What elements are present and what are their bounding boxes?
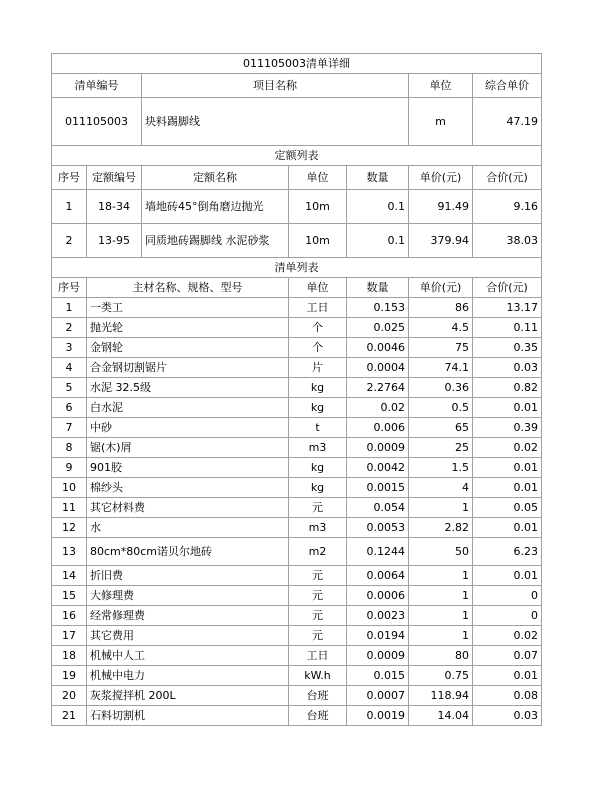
material-total: 0.03 bbox=[473, 358, 542, 378]
material-total: 0.01 bbox=[473, 666, 542, 686]
quota-col-price: 单价(元) bbox=[409, 166, 473, 190]
material-unit: kg bbox=[289, 398, 347, 418]
material-unit: 个 bbox=[289, 338, 347, 358]
material-total: 0 bbox=[473, 606, 542, 626]
material-unit: 台班 bbox=[289, 706, 347, 726]
bill-name: 块料踢脚线 bbox=[142, 98, 409, 146]
material-name: 石料切割机 bbox=[87, 706, 289, 726]
material-no: 19 bbox=[52, 666, 87, 686]
material-col-total: 合价(元) bbox=[473, 278, 542, 298]
material-row bbox=[52, 358, 542, 378]
name-header: 项目名称 bbox=[142, 74, 409, 98]
quota-col-qty: 数量 bbox=[347, 166, 409, 190]
material-price: 14.04 bbox=[409, 706, 473, 726]
material-qty: 0.1244 bbox=[347, 538, 409, 566]
material-row bbox=[52, 518, 542, 538]
material-price: 118.94 bbox=[409, 686, 473, 706]
material-row bbox=[52, 438, 542, 458]
material-name: 水 bbox=[87, 518, 289, 538]
material-unit: kg bbox=[289, 378, 347, 398]
material-total: 6.23 bbox=[473, 538, 542, 566]
quota-qty: 0.1 bbox=[347, 190, 409, 224]
title-row bbox=[52, 54, 542, 74]
material-total: 0 bbox=[473, 586, 542, 606]
material-row bbox=[52, 538, 542, 566]
material-name: 合金钢切割锯片 bbox=[87, 358, 289, 378]
material-col-name: 主材名称、规格、型号 bbox=[87, 278, 289, 298]
material-price: 65 bbox=[409, 418, 473, 438]
material-no: 9 bbox=[52, 458, 87, 478]
quota-code: 18-34 bbox=[87, 190, 142, 224]
quota-col-name: 定额名称 bbox=[142, 166, 289, 190]
material-row bbox=[52, 318, 542, 338]
material-no: 4 bbox=[52, 358, 87, 378]
quota-column-header-row bbox=[52, 166, 542, 190]
quota-name: 墙地砖45°倒角磨边抛光 bbox=[142, 190, 289, 224]
material-name: 其它材料费 bbox=[87, 498, 289, 518]
material-price: 4.5 bbox=[409, 318, 473, 338]
material-row bbox=[52, 566, 542, 586]
material-unit: 片 bbox=[289, 358, 347, 378]
material-name: 棉纱头 bbox=[87, 478, 289, 498]
material-total: 0.02 bbox=[473, 438, 542, 458]
material-row bbox=[52, 686, 542, 706]
quota-no: 1 bbox=[52, 190, 87, 224]
material-col-unit: 单位 bbox=[289, 278, 347, 298]
quota-col-unit: 单位 bbox=[289, 166, 347, 190]
material-qty: 0.0009 bbox=[347, 438, 409, 458]
material-total: 0.35 bbox=[473, 338, 542, 358]
material-price: 0.5 bbox=[409, 398, 473, 418]
material-unit: 工日 bbox=[289, 646, 347, 666]
material-unit: 元 bbox=[289, 626, 347, 646]
code-header: 清单编号 bbox=[52, 74, 142, 98]
quota-unit: 10m bbox=[289, 224, 347, 258]
material-no: 3 bbox=[52, 338, 87, 358]
material-price: 4 bbox=[409, 478, 473, 498]
quota-no: 2 bbox=[52, 224, 87, 258]
material-unit: m3 bbox=[289, 438, 347, 458]
material-row bbox=[52, 378, 542, 398]
material-unit: 工日 bbox=[289, 298, 347, 318]
quota-price: 379.94 bbox=[409, 224, 473, 258]
material-qty: 0.02 bbox=[347, 398, 409, 418]
material-qty: 0.0004 bbox=[347, 358, 409, 378]
material-unit: kW.h bbox=[289, 666, 347, 686]
material-name: 机械中电力 bbox=[87, 666, 289, 686]
material-qty: 0.0006 bbox=[347, 586, 409, 606]
quota-code: 13-95 bbox=[87, 224, 142, 258]
material-price: 1 bbox=[409, 606, 473, 626]
material-price: 0.75 bbox=[409, 666, 473, 686]
material-total: 0.01 bbox=[473, 458, 542, 478]
bill-price: 47.19 bbox=[473, 98, 542, 146]
material-row bbox=[52, 706, 542, 726]
quota-qty: 0.1 bbox=[347, 224, 409, 258]
material-qty: 0.054 bbox=[347, 498, 409, 518]
material-qty: 0.0009 bbox=[347, 646, 409, 666]
material-column-header-row bbox=[52, 278, 542, 298]
material-name: 机械中人工 bbox=[87, 646, 289, 666]
material-row bbox=[52, 418, 542, 438]
material-section-title-row bbox=[52, 258, 542, 278]
material-qty: 0.153 bbox=[347, 298, 409, 318]
material-no: 13 bbox=[52, 538, 87, 566]
material-row bbox=[52, 298, 542, 318]
material-no: 20 bbox=[52, 686, 87, 706]
material-name: 中砂 bbox=[87, 418, 289, 438]
material-unit: kg bbox=[289, 458, 347, 478]
material-unit: m2 bbox=[289, 538, 347, 566]
material-row bbox=[52, 338, 542, 358]
material-col-qty: 数量 bbox=[347, 278, 409, 298]
material-no: 8 bbox=[52, 438, 87, 458]
material-qty: 0.0042 bbox=[347, 458, 409, 478]
bill-code: 011105003 bbox=[52, 98, 142, 146]
material-qty: 0.0015 bbox=[347, 478, 409, 498]
material-no: 2 bbox=[52, 318, 87, 338]
material-price: 25 bbox=[409, 438, 473, 458]
material-row bbox=[52, 586, 542, 606]
material-no: 1 bbox=[52, 298, 87, 318]
material-row bbox=[52, 666, 542, 686]
material-row bbox=[52, 646, 542, 666]
material-no: 15 bbox=[52, 586, 87, 606]
material-qty: 0.0064 bbox=[347, 566, 409, 586]
material-no: 14 bbox=[52, 566, 87, 586]
material-unit: 台班 bbox=[289, 686, 347, 706]
material-total: 0.01 bbox=[473, 398, 542, 418]
quota-total: 9.16 bbox=[473, 190, 542, 224]
material-price: 2.82 bbox=[409, 518, 473, 538]
material-total: 0.03 bbox=[473, 706, 542, 726]
material-qty: 0.006 bbox=[347, 418, 409, 438]
material-total: 0.39 bbox=[473, 418, 542, 438]
material-name: 锯(木)屑 bbox=[87, 438, 289, 458]
material-total: 0.82 bbox=[473, 378, 542, 398]
material-col-price: 单价(元) bbox=[409, 278, 473, 298]
material-no: 21 bbox=[52, 706, 87, 726]
quota-row bbox=[52, 190, 542, 224]
material-row bbox=[52, 458, 542, 478]
quota-col-no: 序号 bbox=[52, 166, 87, 190]
material-total: 0.01 bbox=[473, 518, 542, 538]
bill-unit: m bbox=[409, 98, 473, 146]
material-price: 74.1 bbox=[409, 358, 473, 378]
bill-detail-table bbox=[51, 53, 542, 726]
material-qty: 0.0007 bbox=[347, 686, 409, 706]
material-no: 6 bbox=[52, 398, 87, 418]
material-qty: 0.0046 bbox=[347, 338, 409, 358]
material-no: 18 bbox=[52, 646, 87, 666]
material-total: 0.05 bbox=[473, 498, 542, 518]
material-row bbox=[52, 626, 542, 646]
material-qty: 0.0023 bbox=[347, 606, 409, 626]
material-row bbox=[52, 398, 542, 418]
material-total: 0.07 bbox=[473, 646, 542, 666]
quota-unit: 10m bbox=[289, 190, 347, 224]
material-price: 50 bbox=[409, 538, 473, 566]
bill-header-row bbox=[52, 74, 542, 98]
material-qty: 0.025 bbox=[347, 318, 409, 338]
material-no: 7 bbox=[52, 418, 87, 438]
material-name: 经常修理费 bbox=[87, 606, 289, 626]
material-total: 0.01 bbox=[473, 566, 542, 586]
material-price: 1 bbox=[409, 498, 473, 518]
quota-price: 91.49 bbox=[409, 190, 473, 224]
quota-section-title: 定额列表 bbox=[52, 146, 542, 166]
material-section-title: 清单列表 bbox=[52, 258, 542, 278]
material-name: 灰浆搅拌机 200L bbox=[87, 686, 289, 706]
material-price: 1 bbox=[409, 586, 473, 606]
material-qty: 0.015 bbox=[347, 666, 409, 686]
material-row bbox=[52, 498, 542, 518]
material-unit: 元 bbox=[289, 586, 347, 606]
material-no: 16 bbox=[52, 606, 87, 626]
material-unit: 元 bbox=[289, 566, 347, 586]
material-name: 其它费用 bbox=[87, 626, 289, 646]
material-row bbox=[52, 478, 542, 498]
material-price: 0.36 bbox=[409, 378, 473, 398]
material-price: 1.5 bbox=[409, 458, 473, 478]
material-col-no: 序号 bbox=[52, 278, 87, 298]
quota-col-code: 定额编号 bbox=[87, 166, 142, 190]
material-qty: 0.0053 bbox=[347, 518, 409, 538]
material-name: 金钢轮 bbox=[87, 338, 289, 358]
material-qty: 2.2764 bbox=[347, 378, 409, 398]
material-unit: t bbox=[289, 418, 347, 438]
material-name: 白水泥 bbox=[87, 398, 289, 418]
material-unit: 元 bbox=[289, 498, 347, 518]
material-name: 一类工 bbox=[87, 298, 289, 318]
quota-col-total: 合价(元) bbox=[473, 166, 542, 190]
material-total: 13.17 bbox=[473, 298, 542, 318]
material-price: 75 bbox=[409, 338, 473, 358]
bill-item-row bbox=[52, 98, 542, 146]
material-unit: m3 bbox=[289, 518, 347, 538]
price-header: 综合单价 bbox=[473, 74, 542, 98]
material-row bbox=[52, 606, 542, 626]
material-no: 11 bbox=[52, 498, 87, 518]
material-unit: 个 bbox=[289, 318, 347, 338]
material-total: 0.02 bbox=[473, 626, 542, 646]
unit-header: 单位 bbox=[409, 74, 473, 98]
material-no: 5 bbox=[52, 378, 87, 398]
material-name: 折旧费 bbox=[87, 566, 289, 586]
quota-total: 38.03 bbox=[473, 224, 542, 258]
material-price: 1 bbox=[409, 566, 473, 586]
material-total: 0.08 bbox=[473, 686, 542, 706]
quota-row bbox=[52, 224, 542, 258]
material-price: 86 bbox=[409, 298, 473, 318]
quota-name: 同质地砖踢脚线 水泥砂浆 bbox=[142, 224, 289, 258]
material-price: 80 bbox=[409, 646, 473, 666]
material-name: 水泥 32.5级 bbox=[87, 378, 289, 398]
material-name: 大修理费 bbox=[87, 586, 289, 606]
material-no: 12 bbox=[52, 518, 87, 538]
material-unit: kg bbox=[289, 478, 347, 498]
material-qty: 0.0019 bbox=[347, 706, 409, 726]
material-qty: 0.0194 bbox=[347, 626, 409, 646]
material-price: 1 bbox=[409, 626, 473, 646]
material-total: 0.01 bbox=[473, 478, 542, 498]
material-unit: 元 bbox=[289, 606, 347, 626]
material-no: 10 bbox=[52, 478, 87, 498]
material-name: 80cm*80cm诺贝尔地砖 bbox=[87, 538, 289, 566]
material-name: 901胶 bbox=[87, 458, 289, 478]
quota-section-title-row bbox=[52, 146, 542, 166]
sheet-title: 011105003清单详细 bbox=[52, 54, 542, 74]
material-no: 17 bbox=[52, 626, 87, 646]
material-total: 0.11 bbox=[473, 318, 542, 338]
material-name: 抛光轮 bbox=[87, 318, 289, 338]
